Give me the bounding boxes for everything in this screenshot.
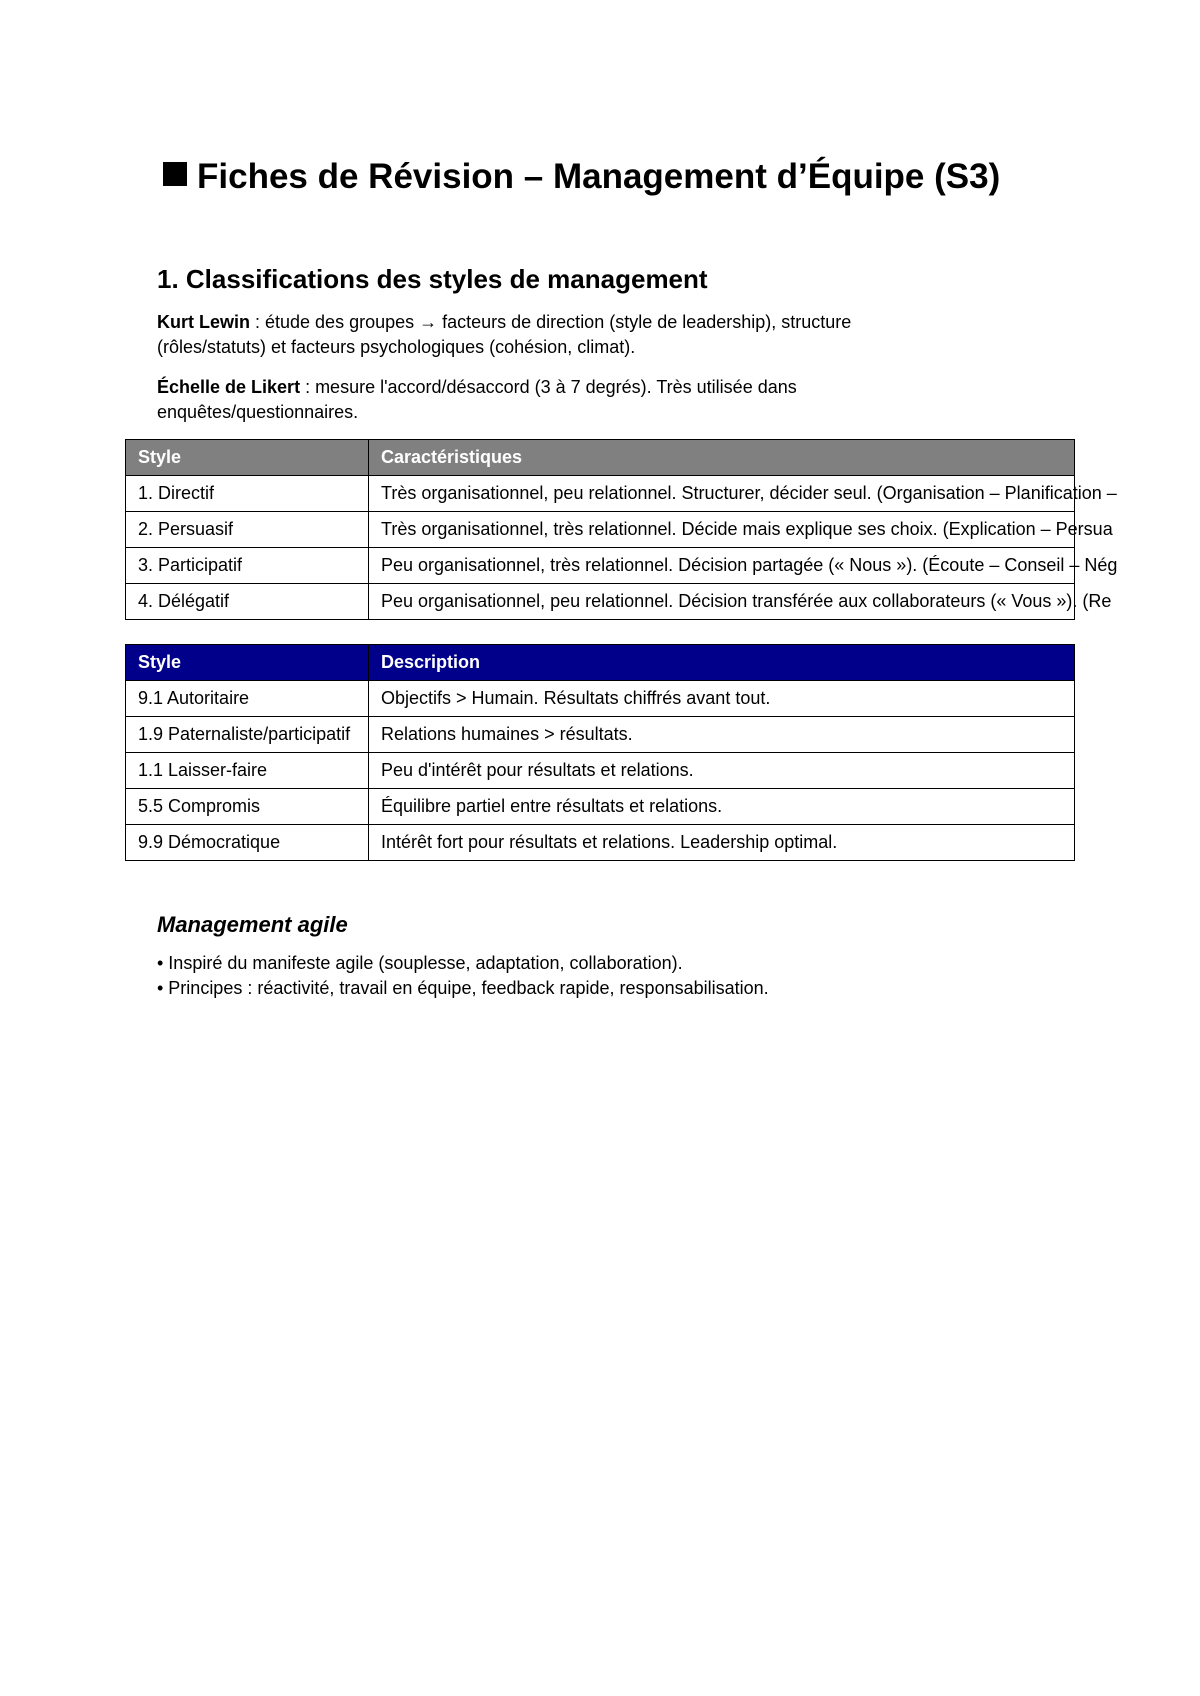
black-square-icon (163, 162, 187, 186)
table-cell-style: 9.9 Démocratique (126, 825, 369, 861)
agile-section-title: Management agile (157, 912, 348, 937)
likert-term: Échelle de Likert (157, 377, 301, 397)
management-styles-table (125, 439, 1118, 620)
table-cell-description: Intérêt fort pour résultats et relations. Leadership optimal. (369, 825, 1075, 861)
table-cell-description: Relations humaines > résultats. (369, 717, 1075, 753)
lewin-term: Kurt Lewin (157, 312, 250, 332)
table-header-style: Style (126, 440, 369, 476)
lewin-paragraph (157, 310, 947, 360)
managerial-grid-table (125, 644, 1075, 861)
table-cell-style: 1.9 Paternaliste/participatif (126, 717, 369, 753)
table-header-characteristics: Caractéristiques (369, 440, 1075, 476)
table-row (126, 548, 1075, 584)
table-row (126, 717, 1075, 753)
table-header-description: Description (369, 645, 1075, 681)
table-row (126, 825, 1075, 861)
table-cell-style: 2. Persuasif (126, 512, 369, 548)
page-title-text: Fiches de Révision – Management d’Équipe (S3) (197, 157, 1001, 196)
table-cell-description: Objectifs > Humain. Résultats chiffrés avant tout. (369, 681, 1075, 717)
table-cell-characteristics: Très organisationnel, peu relationnel. Structurer, décider seul. (Organisation – Planification – (369, 476, 1075, 512)
table-cell-characteristics: Peu organisationnel, peu relationnel. Décision transférée aux collaborateurs (« Vous »). (Re (369, 584, 1075, 620)
table-row (126, 584, 1075, 620)
table-cell-style: 9.1 Autoritaire (126, 681, 369, 717)
table-row (126, 512, 1075, 548)
likert-text: : mesure l'accord/désaccord (3 à 7 degrés). Très utilisée dans enquêtes/questionnaires. (157, 377, 797, 422)
table-cell-style: 1. Directif (126, 476, 369, 512)
lewin-text: : étude des groupes → facteurs de direction (style de leadership), structure (rôles/statuts) et facteurs psychologiques (cohésion, climat). (157, 312, 852, 357)
table-header-row (126, 645, 1075, 681)
table-cell-style: 5.5 Compromis (126, 789, 369, 825)
table-row (126, 753, 1075, 789)
table-cell-characteristics: Très organisationnel, très relationnel. Décide mais explique ses choix. (Explication – Persua (369, 512, 1075, 548)
table-row (126, 789, 1075, 825)
section-title: 1. Classifications des styles de management (157, 264, 708, 294)
likert-paragraph (157, 375, 947, 425)
table-cell-description: Peu d'intérêt pour résultats et relations. (369, 753, 1075, 789)
table-row (126, 476, 1075, 512)
page-title (163, 157, 1000, 197)
table-cell-description: Équilibre partiel entre résultats et relations. (369, 789, 1075, 825)
list-item: • Inspiré du manifeste agile (souplesse, adaptation, collaboration). (157, 953, 683, 973)
table-cell-style: 4. Délégatif (126, 584, 369, 620)
table-row (126, 681, 1075, 717)
table-header-style: Style (126, 645, 369, 681)
table-cell-style: 3. Participatif (126, 548, 369, 584)
agile-list (157, 951, 769, 1001)
table-header-row (126, 440, 1075, 476)
table-cell-style: 1.1 Laisser-faire (126, 753, 369, 789)
table-cell-characteristics: Peu organisationnel, très relationnel. Décision partagée (« Nous »). (Écoute – Conseil – Nég (369, 548, 1075, 584)
list-item: • Principes : réactivité, travail en équipe, feedback rapide, responsabilisation. (157, 978, 769, 998)
